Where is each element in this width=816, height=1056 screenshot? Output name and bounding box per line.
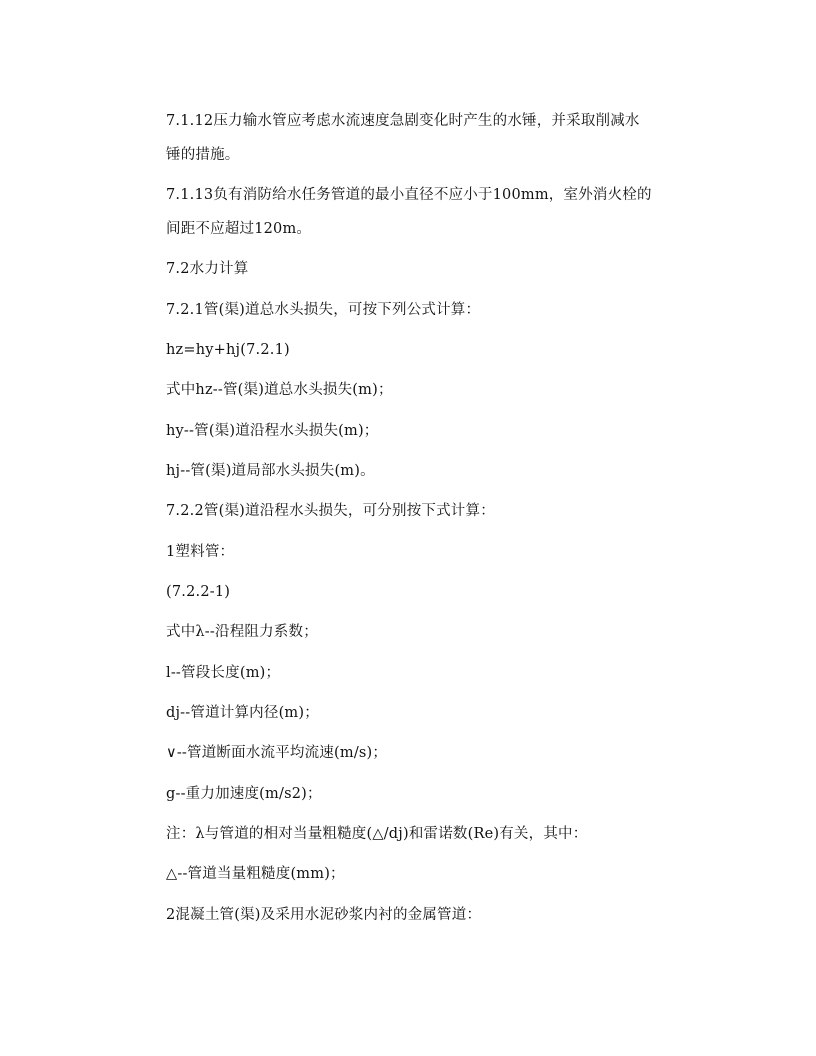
- paragraph-7-2-2: 7.2.2管(渠)道沿程水头损失，可分别按下式计算：: [166, 503, 495, 519]
- formula-7-2-1: hz=hy+hj(7.2.1): [166, 342, 290, 358]
- definition-hj: hj--管(渠)道局部水头损失(m)。: [166, 463, 375, 479]
- paragraph-7-2-1: 7.2.1管(渠)道总水头损失，可按下列公式计算：: [166, 302, 481, 318]
- item-2-concrete-pipe: 2混凝土管(渠)及采用水泥砂浆内衬的金属管道：: [166, 907, 482, 923]
- paragraph-7-1-13-line-1: 7.1.13负有消防给水任务管道的最小直径不应小于100mm，室外消火栓的: [166, 187, 652, 203]
- paragraph-7-1-13-line-2: 间距不应超过120m。: [166, 221, 312, 237]
- definition-g: g--重力加速度(m/s2)；: [166, 786, 322, 802]
- item-1-plastic-pipe: 1塑料管：: [166, 544, 235, 560]
- definition-hz: 式中hz--管(渠)道总水头损失(m)；: [166, 382, 393, 398]
- definition-dj: dj--管道计算内径(m)；: [166, 705, 319, 721]
- definition-l: l--管段长度(m)；: [166, 665, 281, 681]
- definition-v: ∨--管道断面水流平均流速(m/s)；: [166, 745, 388, 761]
- note-lambda: 注：λ与管道的相对当量粗糙度(△/dj)和雷诺数(Re)有关，其中：: [166, 826, 588, 842]
- formula-7-2-2-1: (7.2.2-1): [166, 584, 231, 600]
- definition-lambda: 式中λ--沿程阻力系数；: [166, 624, 318, 640]
- definition-delta: △--管道当量粗糙度(mm)；: [166, 866, 345, 882]
- paragraph-7-1-12-line-1: 7.1.12压力输水管应考虑水流速度急剧变化时产生的水锤，并采取削减水: [166, 113, 640, 129]
- section-heading-7-2: 7.2水力计算: [166, 261, 249, 277]
- definition-hy: hy--管(渠)道沿程水头损失(m)；: [166, 423, 379, 439]
- paragraph-7-1-12-line-2: 锤的措施。: [166, 147, 240, 163]
